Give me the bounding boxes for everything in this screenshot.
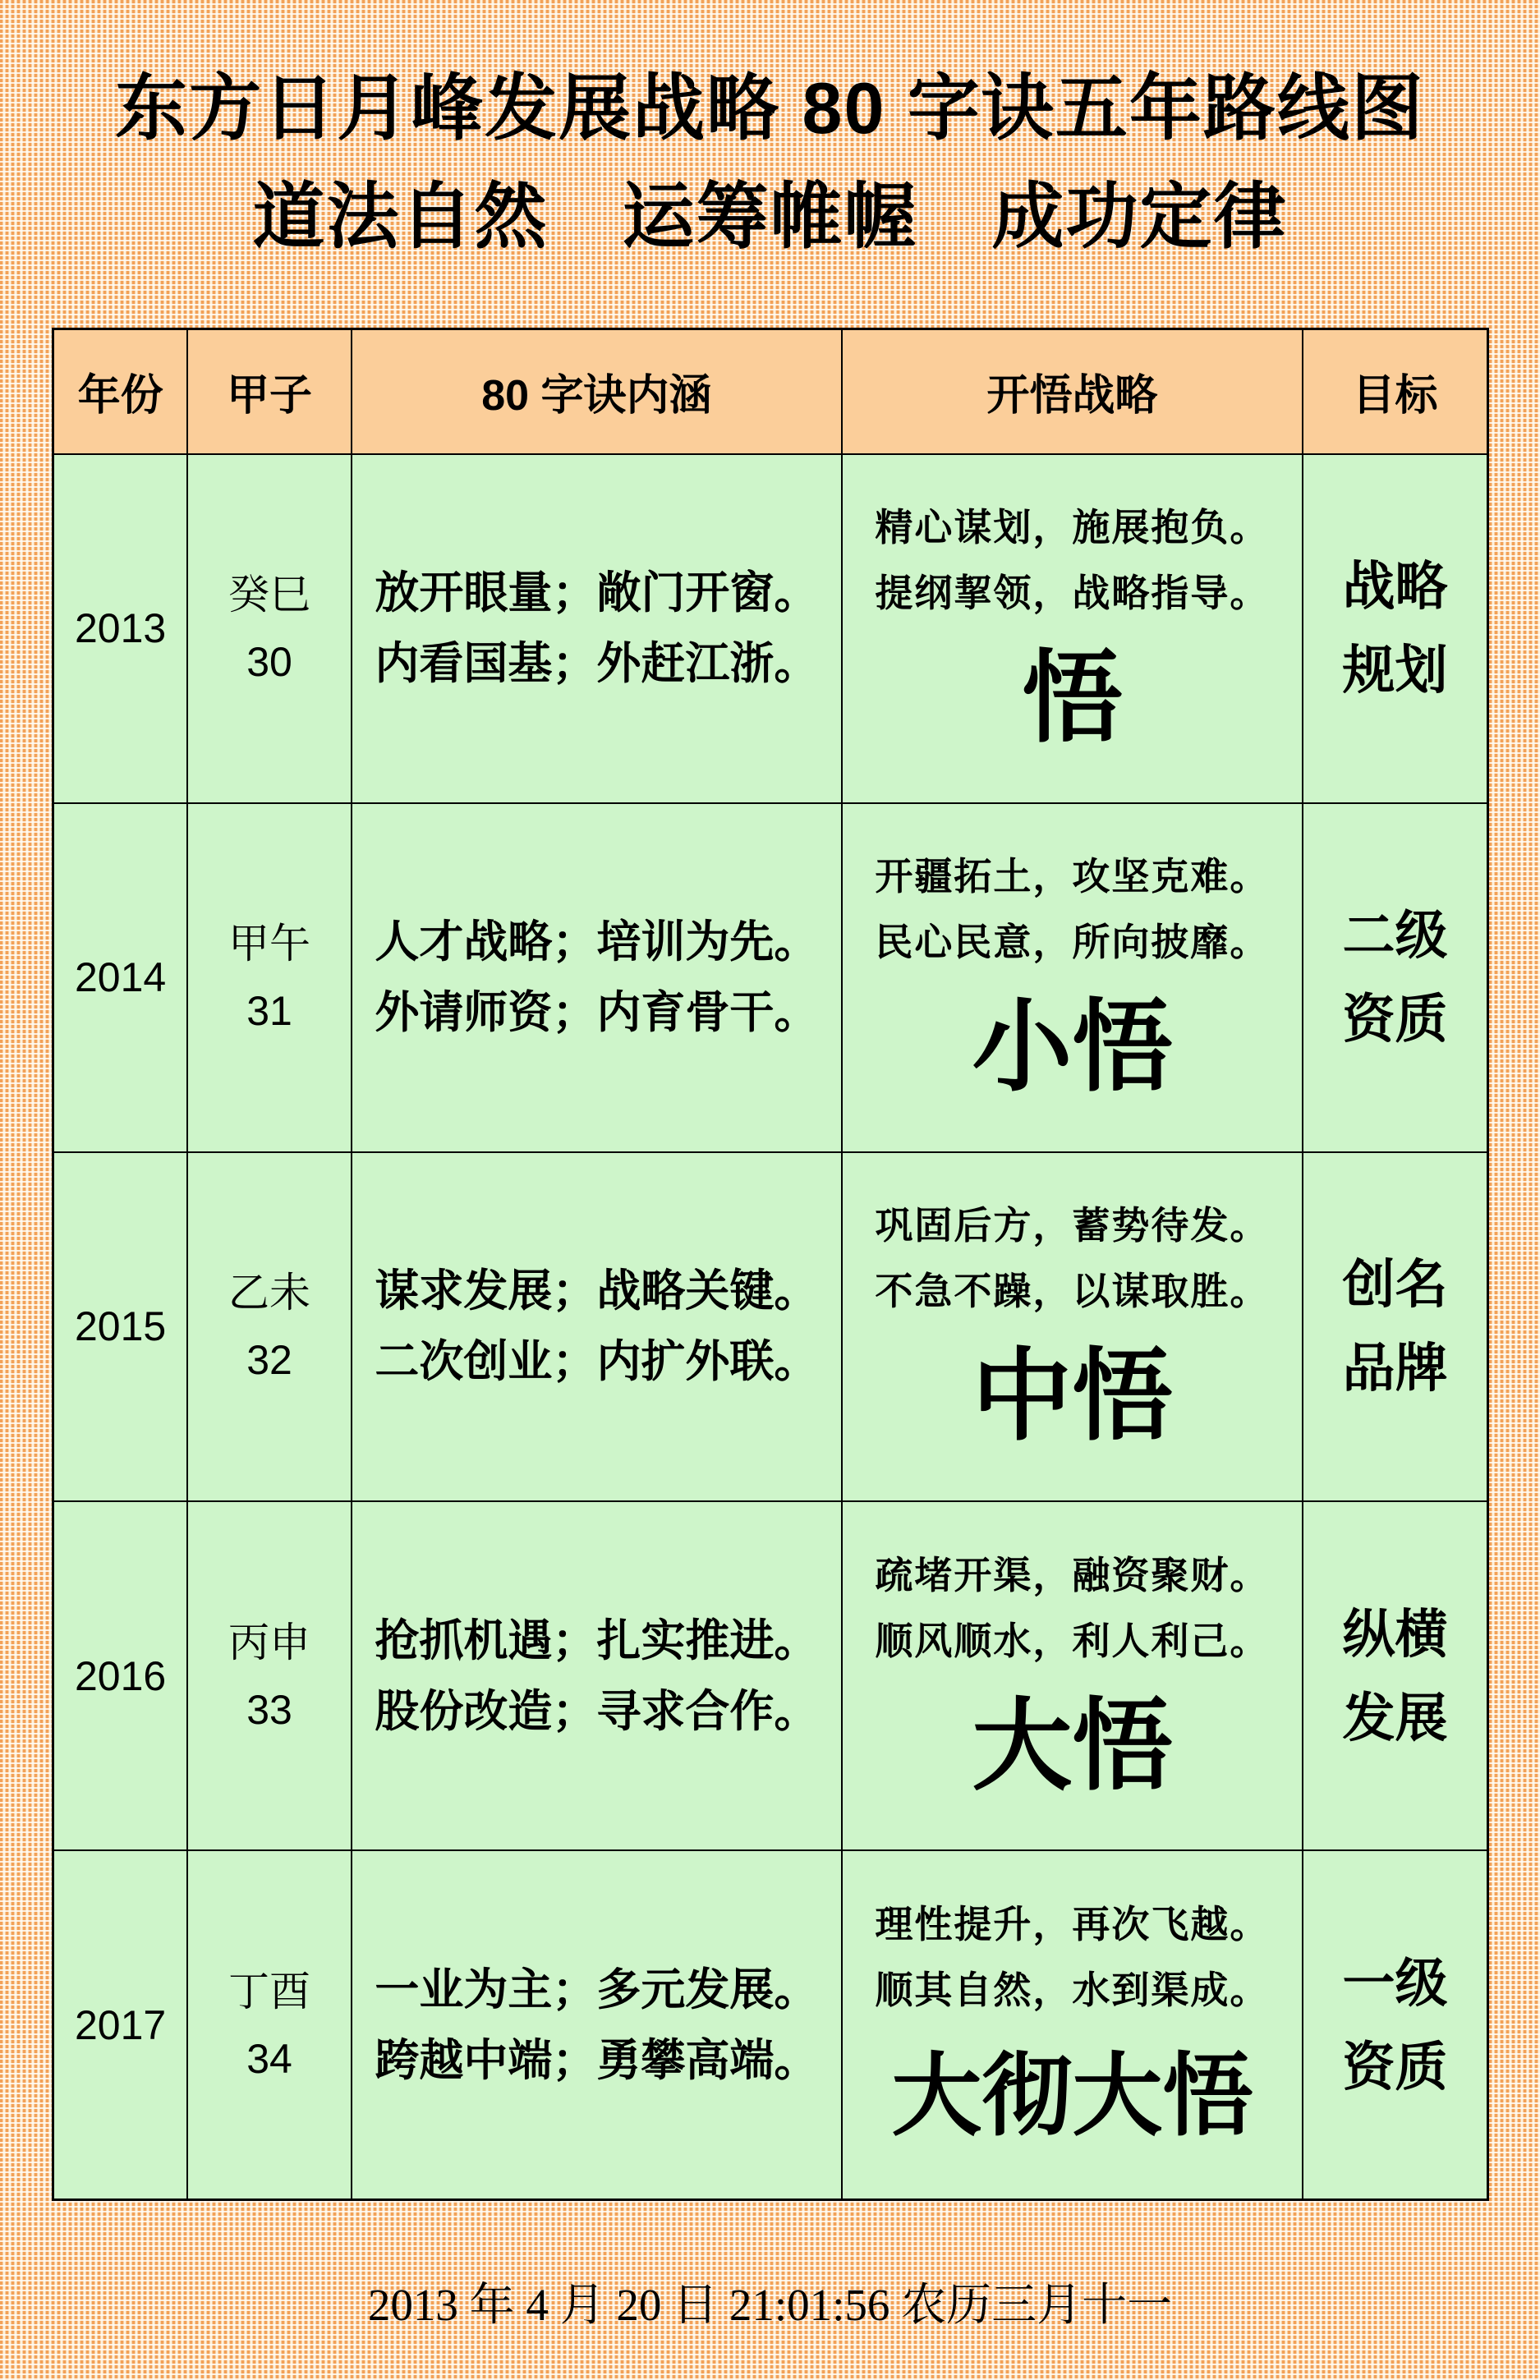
jue-line-2: 跨越中端；勇攀高端。 xyxy=(375,2035,819,2085)
jiazi-name: 丙申 xyxy=(228,1619,311,1666)
strategy-keyword: 大彻大悟 xyxy=(891,2046,1253,2147)
header-cell-jiazi: 甲子 xyxy=(187,329,352,454)
jue-line-2: 股份改造；寻求合作。 xyxy=(375,1686,819,1736)
year-cell: 2013 xyxy=(53,454,188,803)
roadmap-table xyxy=(52,328,1489,2201)
strategy-line-1: 开疆拓土，攻坚克难。 xyxy=(875,856,1270,898)
strategy-line-2: 顺其自然，水到渠成。 xyxy=(875,1969,1270,2011)
goal-line-2: 资质 xyxy=(1342,990,1448,1050)
goal-line-1: 二级 xyxy=(1342,906,1448,966)
goal-cell xyxy=(1303,1850,1488,2199)
strategy-line-2: 顺风顺水，利人利己。 xyxy=(875,1620,1270,1662)
strategy-keyword: 小悟 xyxy=(972,993,1173,1105)
strategy-line-2: 提纲挈领，战略指导。 xyxy=(875,572,1270,615)
header-cell-year: 年份 xyxy=(53,329,188,454)
jiazi-number: 34 xyxy=(246,2035,292,2082)
jiazi-cell xyxy=(187,1501,352,1850)
goal-line-2: 发展 xyxy=(1342,1688,1448,1748)
strategy-line-1: 精心谋划，施展抱负。 xyxy=(875,507,1270,549)
goal-cell xyxy=(1303,803,1488,1152)
goal-line-1: 纵横 xyxy=(1342,1604,1448,1664)
goal-line-2: 规划 xyxy=(1342,641,1448,701)
poster-title-line-2: 道法自然 运筹帷幄 成功定律 xyxy=(252,176,1288,257)
table-row-2016 xyxy=(53,1501,1488,1850)
jiazi-number: 30 xyxy=(246,639,292,686)
jue-line-1: 抢抓机遇；扎实推进。 xyxy=(375,1615,819,1666)
jiazi-name: 乙未 xyxy=(228,1270,311,1316)
jue-cell xyxy=(352,1152,842,1501)
jue-line-2: 二次创业；内扩外联。 xyxy=(375,1337,819,1387)
jue-line-1: 一业为主；多元发展。 xyxy=(375,1964,819,2015)
jue-cell xyxy=(352,1850,842,2199)
strategy-line-1: 疏堵开渠，融资聚财。 xyxy=(875,1554,1270,1597)
poster-title-line-1: 东方日月峰发展战略 80 字诀五年路线图 xyxy=(115,67,1425,149)
header-cell-jue: 80 字诀内涵 xyxy=(352,329,842,454)
goal-cell xyxy=(1303,1152,1488,1501)
jiazi-cell xyxy=(187,1850,352,2199)
jiazi-name: 癸巳 xyxy=(228,572,311,618)
strategy-cell xyxy=(842,803,1303,1152)
jue-line-1: 放开眼量；敞门开窗。 xyxy=(375,568,819,618)
strategy-keyword: 大悟 xyxy=(972,1691,1173,1803)
poster-title xyxy=(0,54,1540,271)
strategy-line-1: 理性提升，再次飞越。 xyxy=(875,1903,1270,1946)
strategy-keyword: 悟 xyxy=(1022,644,1123,756)
jiazi-number: 33 xyxy=(246,1686,292,1733)
jiazi-cell xyxy=(187,803,352,1152)
jiazi-name: 甲午 xyxy=(228,921,311,967)
jue-line-1: 谋求发展；战略关键。 xyxy=(375,1266,819,1316)
strategy-cell xyxy=(842,1501,1303,1850)
strategy-keyword: 中悟 xyxy=(972,1342,1173,1454)
year-cell: 2014 xyxy=(53,803,188,1152)
jiazi-name: 丁酉 xyxy=(228,1968,311,2015)
goal-line-1: 一级 xyxy=(1342,1953,1448,2013)
table-row-2017 xyxy=(53,1850,1488,2199)
header-cell-goal: 目标 xyxy=(1303,329,1488,454)
year-cell: 2017 xyxy=(53,1850,188,2199)
jiazi-number: 32 xyxy=(246,1337,292,1384)
strategy-cell xyxy=(842,1850,1303,2199)
strategy-line-1: 巩固后方，蓄势待发。 xyxy=(875,1205,1270,1247)
footer-timestamp: 2013 年 4 月 20 日 21:01:56 农历三月十一 xyxy=(367,2280,1173,2330)
header-cell-strategy: 开悟战略 xyxy=(842,329,1303,454)
jiazi-cell xyxy=(187,1152,352,1501)
strategy-line-2: 民心民意，所向披靡。 xyxy=(875,921,1270,964)
jue-cell xyxy=(352,454,842,803)
table-row-2014 xyxy=(53,803,1488,1152)
goal-line-2: 资质 xyxy=(1342,2037,1448,2097)
table-row-2013 xyxy=(53,454,1488,803)
jue-cell xyxy=(352,1501,842,1850)
strategy-line-2: 不急不躁，以谋取胜。 xyxy=(875,1270,1270,1313)
table-header-row xyxy=(53,329,1488,454)
goal-line-1: 创名 xyxy=(1342,1255,1448,1315)
jiazi-number: 31 xyxy=(246,988,292,1035)
jiazi-cell xyxy=(187,454,352,803)
strategy-cell xyxy=(842,454,1303,803)
strategy-cell xyxy=(842,1152,1303,1501)
jue-line-2: 外请师资；内育骨干。 xyxy=(375,988,819,1038)
year-cell: 2016 xyxy=(53,1501,188,1850)
jue-line-1: 人才战略；培训为先。 xyxy=(375,917,819,967)
goal-cell xyxy=(1303,454,1488,803)
jue-line-2: 内看国基；外赶江浙。 xyxy=(375,639,819,689)
goal-line-2: 品牌 xyxy=(1342,1339,1448,1399)
goal-line-1: 战略 xyxy=(1342,557,1448,617)
table-row-2015 xyxy=(53,1152,1488,1501)
goal-cell xyxy=(1303,1501,1488,1850)
year-cell: 2015 xyxy=(53,1152,188,1501)
jue-cell xyxy=(352,803,842,1152)
